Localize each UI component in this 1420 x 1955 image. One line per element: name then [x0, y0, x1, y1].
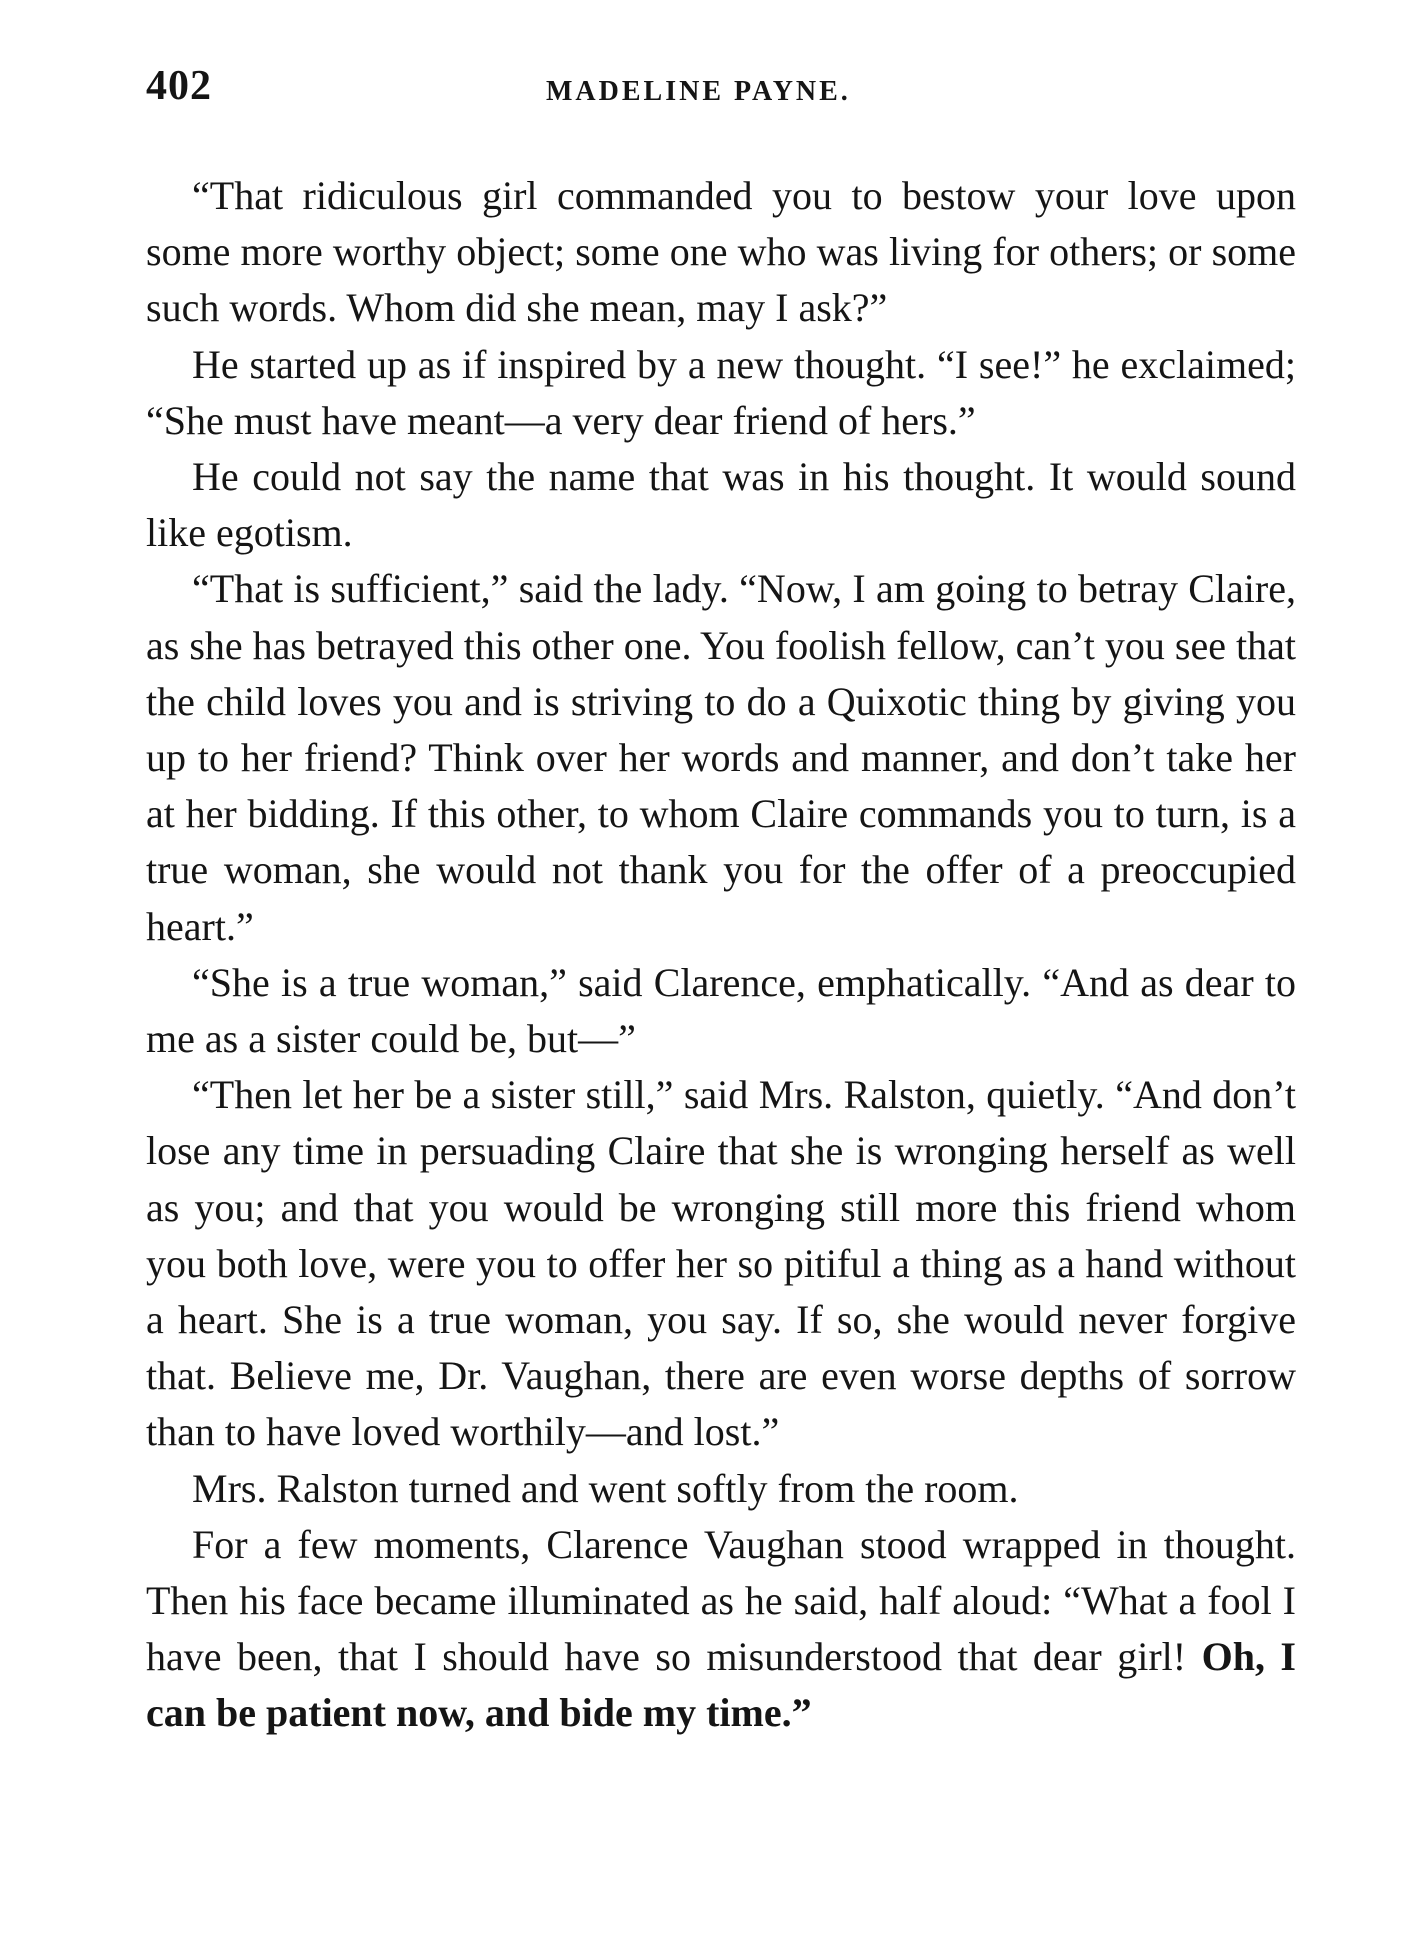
paragraph: He started up as if inspired by a new thought. “I see!” he exclaimed; “She must have meant—a very dear friend of hers.” — [146, 341, 1296, 443]
page-number: 402 — [146, 63, 212, 109]
paragraph: Mrs. Ralston turned and went softly from the room. — [192, 1465, 1019, 1511]
page-header — [146, 62, 1296, 122]
paragraph: “That ridiculous girl commanded you to bestow your love upon some more worthy object; some one who was living for others; or some such words. Whom did she mean, may I ask?” — [146, 173, 1296, 331]
final-paragraph — [146, 1517, 1296, 1742]
final-paragraph-bold-text: Oh, I can be patient now, and bide my time.” — [146, 1634, 1296, 1736]
running-head: MADELINE PAYNE. — [546, 76, 851, 107]
body-text — [146, 168, 1296, 1742]
final-paragraph-text: For a few moments, Clarence Vaughan stood wrapped in thought. Then his face became illuminated as he said, half aloud: “What a fool I have been, that I should have so misunderstood that dear girl! — [146, 1521, 1296, 1680]
paragraph: He could not say the name that was in his thought. It would sound like egotism. — [146, 454, 1296, 556]
paragraph: “That is sufficient,” said the lady. “Now, I am going to betray Claire, as she has betrayed this other one. You foolish fellow, can’t you see that the child loves you and is striving to do a Quixotic thing by giving you up to her friend? Think over her words and manner, and don’t take her at her bidding. If this other, to whom Claire commands you to turn, is a true woman, she would not thank you for the offer of a preoccupied heart.” — [146, 566, 1296, 949]
paragraph: “She is a true woman,” said Clarence, emphatically. “And as dear to me as a sister could be, but—” — [146, 959, 1296, 1062]
paragraph: “Then let her be a sister still,” said Mrs. Ralston, quietly. “And don’t lose any time in persuading Claire that she is wronging herself as well as you; and that you would be wronging still more this friend whom you both love, were you to offer her so pitiful a thing as a hand without a heart. She is a true woman, you say. If so, she would never forgive that. Believe me, Dr. Vaughan, there are even worse depths of sorrow than to have loved worthily—and lost.” — [146, 1072, 1296, 1455]
